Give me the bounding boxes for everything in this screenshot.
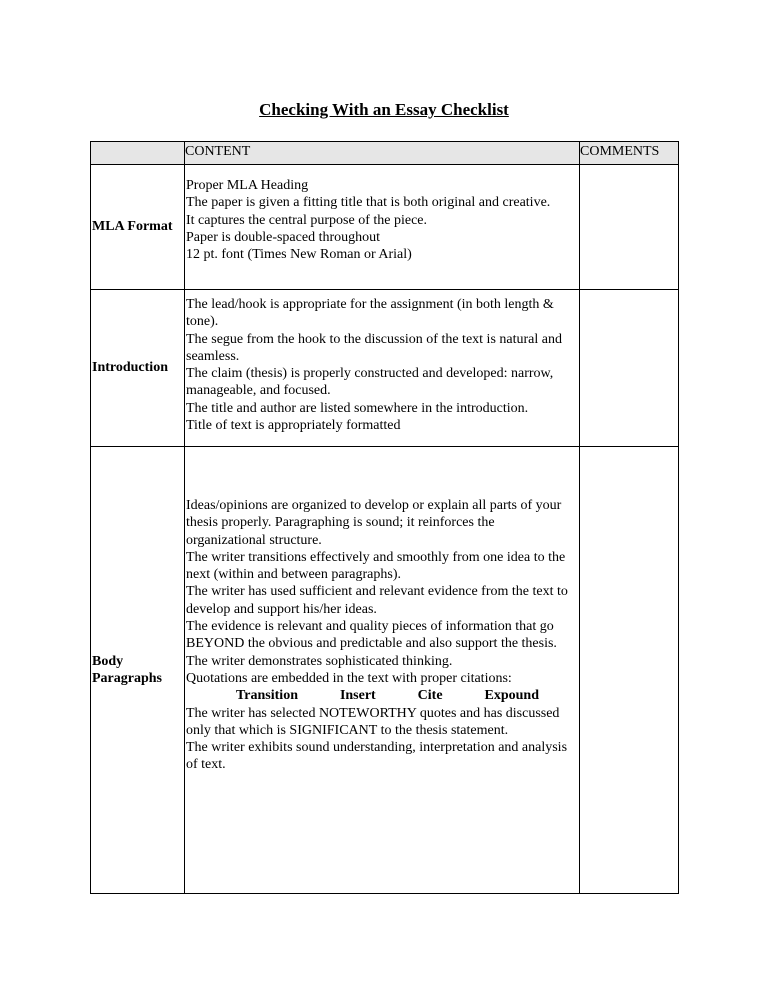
content-cell [185,290,580,447]
category-introduction: Introduction [91,290,185,447]
comments-cell[interactable] [580,290,679,447]
category-body-paragraphs: Body Paragraphs [91,447,185,894]
step-cite: Cite [417,688,443,704]
header-category-cell [91,142,185,165]
checklist-item: Quotations are embedded in the text with proper citations: [186,670,512,686]
category-mla-format: MLA Format [91,165,185,290]
checklist-item: It captures the central purpose of the piece. [186,212,428,228]
header-comments-cell [580,142,679,165]
checklist-item: The lead/hook is appropriate for the assignment (in both length & tone). [186,297,554,330]
comments-cell[interactable] [580,447,679,894]
step-insert: Insert [339,688,376,704]
quotation-steps [186,687,577,704]
checklist-item: 12 pt. font (Times New Roman or Arial) [186,247,412,263]
checklist-item: The segue from the hook to the discussion of the text is natural and seamless. [186,331,562,364]
checklist-item: Proper MLA Heading [186,178,309,193]
checklist-item: The paper is given a fitting title that is both original and creative. [186,195,551,211]
table-row [91,165,679,290]
checklist-item: The title and author are listed somewhere in the introduction. [186,400,529,416]
step-expound: Expound [484,688,539,704]
table-row [91,290,679,447]
checklist-item: The writer has selected NOTEWORTHY quotes and has discussed only that which is SIGNIFICANT to the thesis statement. [186,705,560,738]
content-header: CONTENT [185,144,251,159]
essay-checklist-table [90,141,679,894]
content-cell [185,165,580,290]
checklist-item: The evidence is relevant and quality pieces of information that go BEYOND the obvious and predictable and also support the thesis. The writer demonstrates sophisticated thinking. [186,619,557,669]
checklist-item: The writer has used sufficient and relevant evidence from the text to develop and support his/her ideas. [186,584,568,617]
checklist-item: The writer transitions effectively and smoothly from one idea to the next (within and between paragraphs). [186,549,566,583]
checklist-item: Ideas/opinions are organized to develop or explain all parts of your thesis properly. Paragraphing is sound; it reinforces the organizational structure. [186,498,562,548]
header-content-cell [185,142,580,165]
comments-cell[interactable] [580,165,679,290]
content-cell [185,447,580,894]
checklist-item: Paper is double-spaced throughout [186,229,381,245]
table-row [91,447,679,894]
document-title: Checking With an Essay Checklist [259,100,509,119]
step-transition: Transition [236,688,298,704]
checklist-item: The writer exhibits sound understanding, interpretation and analysis of text. [186,740,568,773]
comments-header: COMMENTS [580,144,660,159]
checklist-item: The claim (thesis) is properly constructed and developed: narrow, manageable, and focused. [186,366,554,399]
table-header-row [91,142,679,165]
checklist-item: Title of text is appropriately formatted [186,418,401,434]
